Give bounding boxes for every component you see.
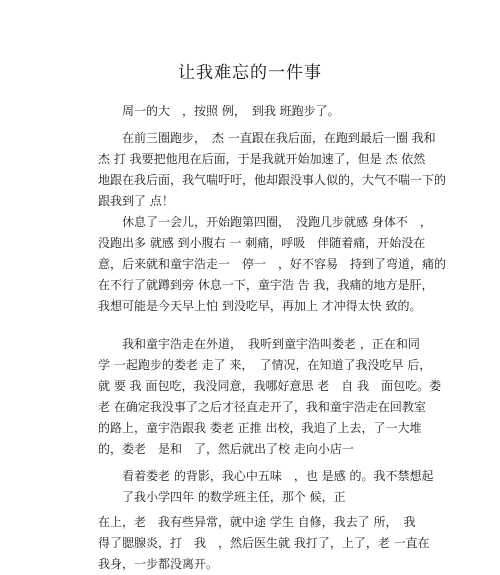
text-line: 我想可能是今天早上怕 到没吃早，再加上 才冲得太快 致的。 xyxy=(98,299,422,313)
paragraph-3 xyxy=(98,212,447,317)
document-title: 让我难忘的一件事 xyxy=(178,63,322,83)
paragraph-5 xyxy=(98,466,434,508)
text-line: 跟我到了 点！ xyxy=(98,194,174,208)
text-line: 在不行了就蹲到旁 休息一下，童宇浩 告 我，我痛的地方是肝， xyxy=(98,278,434,292)
text-line: 在上，老 我有些异常，就中途 学生 自修，我去了 所， 我 xyxy=(98,515,416,529)
text-line: 看着娄老 的背影，我心中五味 ，也 是感 的。我不禁想起 xyxy=(98,469,434,483)
text-line: 的，娄老 是和 了，然后就出了校 走向小店一 xyxy=(98,442,354,456)
text-line: 没跑出多 就感 到小腹右 一 刺痛，呼吸 伴随着痛，开始没在 xyxy=(98,236,426,250)
text-line: 周一的大 ，按照 例， 到我 班跑步了。 xyxy=(98,104,340,118)
paragraph-2 xyxy=(98,128,447,212)
text-line: 就 要 我 面包吃，我没同意，我哪好意思 老 自 我 面包吃。娄 xyxy=(98,379,442,393)
text-line: 意，后来就和童宇浩走一 停一 ，好不容易 持到了弯道，痛的 xyxy=(98,257,447,271)
text-line: 我身，一步都没离开。 xyxy=(98,557,219,571)
text-line: 休息了一会儿，开始跑第四圈， 没跑几步就感 身体不 ， xyxy=(98,215,432,229)
text-line: 得了腮腺炎，打 我 ，然后医生就 我打了，上了，老 一直在 xyxy=(98,536,430,550)
text-line: 老 在确定我没事了之后才径直走开了，我和童宇浩走在回教室 xyxy=(98,400,426,414)
text-line: 地跟在我后面，我气喘吁吁，他却跟没事人似的，大气不喘一下的 xyxy=(98,173,447,187)
text-line: 了我小学四年 的数学班主任，那个 候，正 xyxy=(98,490,346,504)
paragraph-4 xyxy=(98,334,442,460)
text-line: 学 一起跑步的娄老 走了 来， 了情况，在知道了我没吃早 后， xyxy=(98,358,432,372)
text-line: 的路上，童宇浩跟我 娄老 正推 出校，我追了上去，了一大堆 xyxy=(98,421,422,435)
text-line: 在前三圈跑步， 杰 一直跟在我后面，在跑到最后一圈 我和 xyxy=(98,131,436,145)
text-line: 杰 打 我要把他甩在后面，于是我就开始加速了，但是 杰 依然 xyxy=(98,152,426,166)
text-line: 我和童宇浩走在外道， 我听到童宇浩叫娄老 ，正在和同 xyxy=(98,337,420,351)
paragraph-1 xyxy=(98,101,410,122)
